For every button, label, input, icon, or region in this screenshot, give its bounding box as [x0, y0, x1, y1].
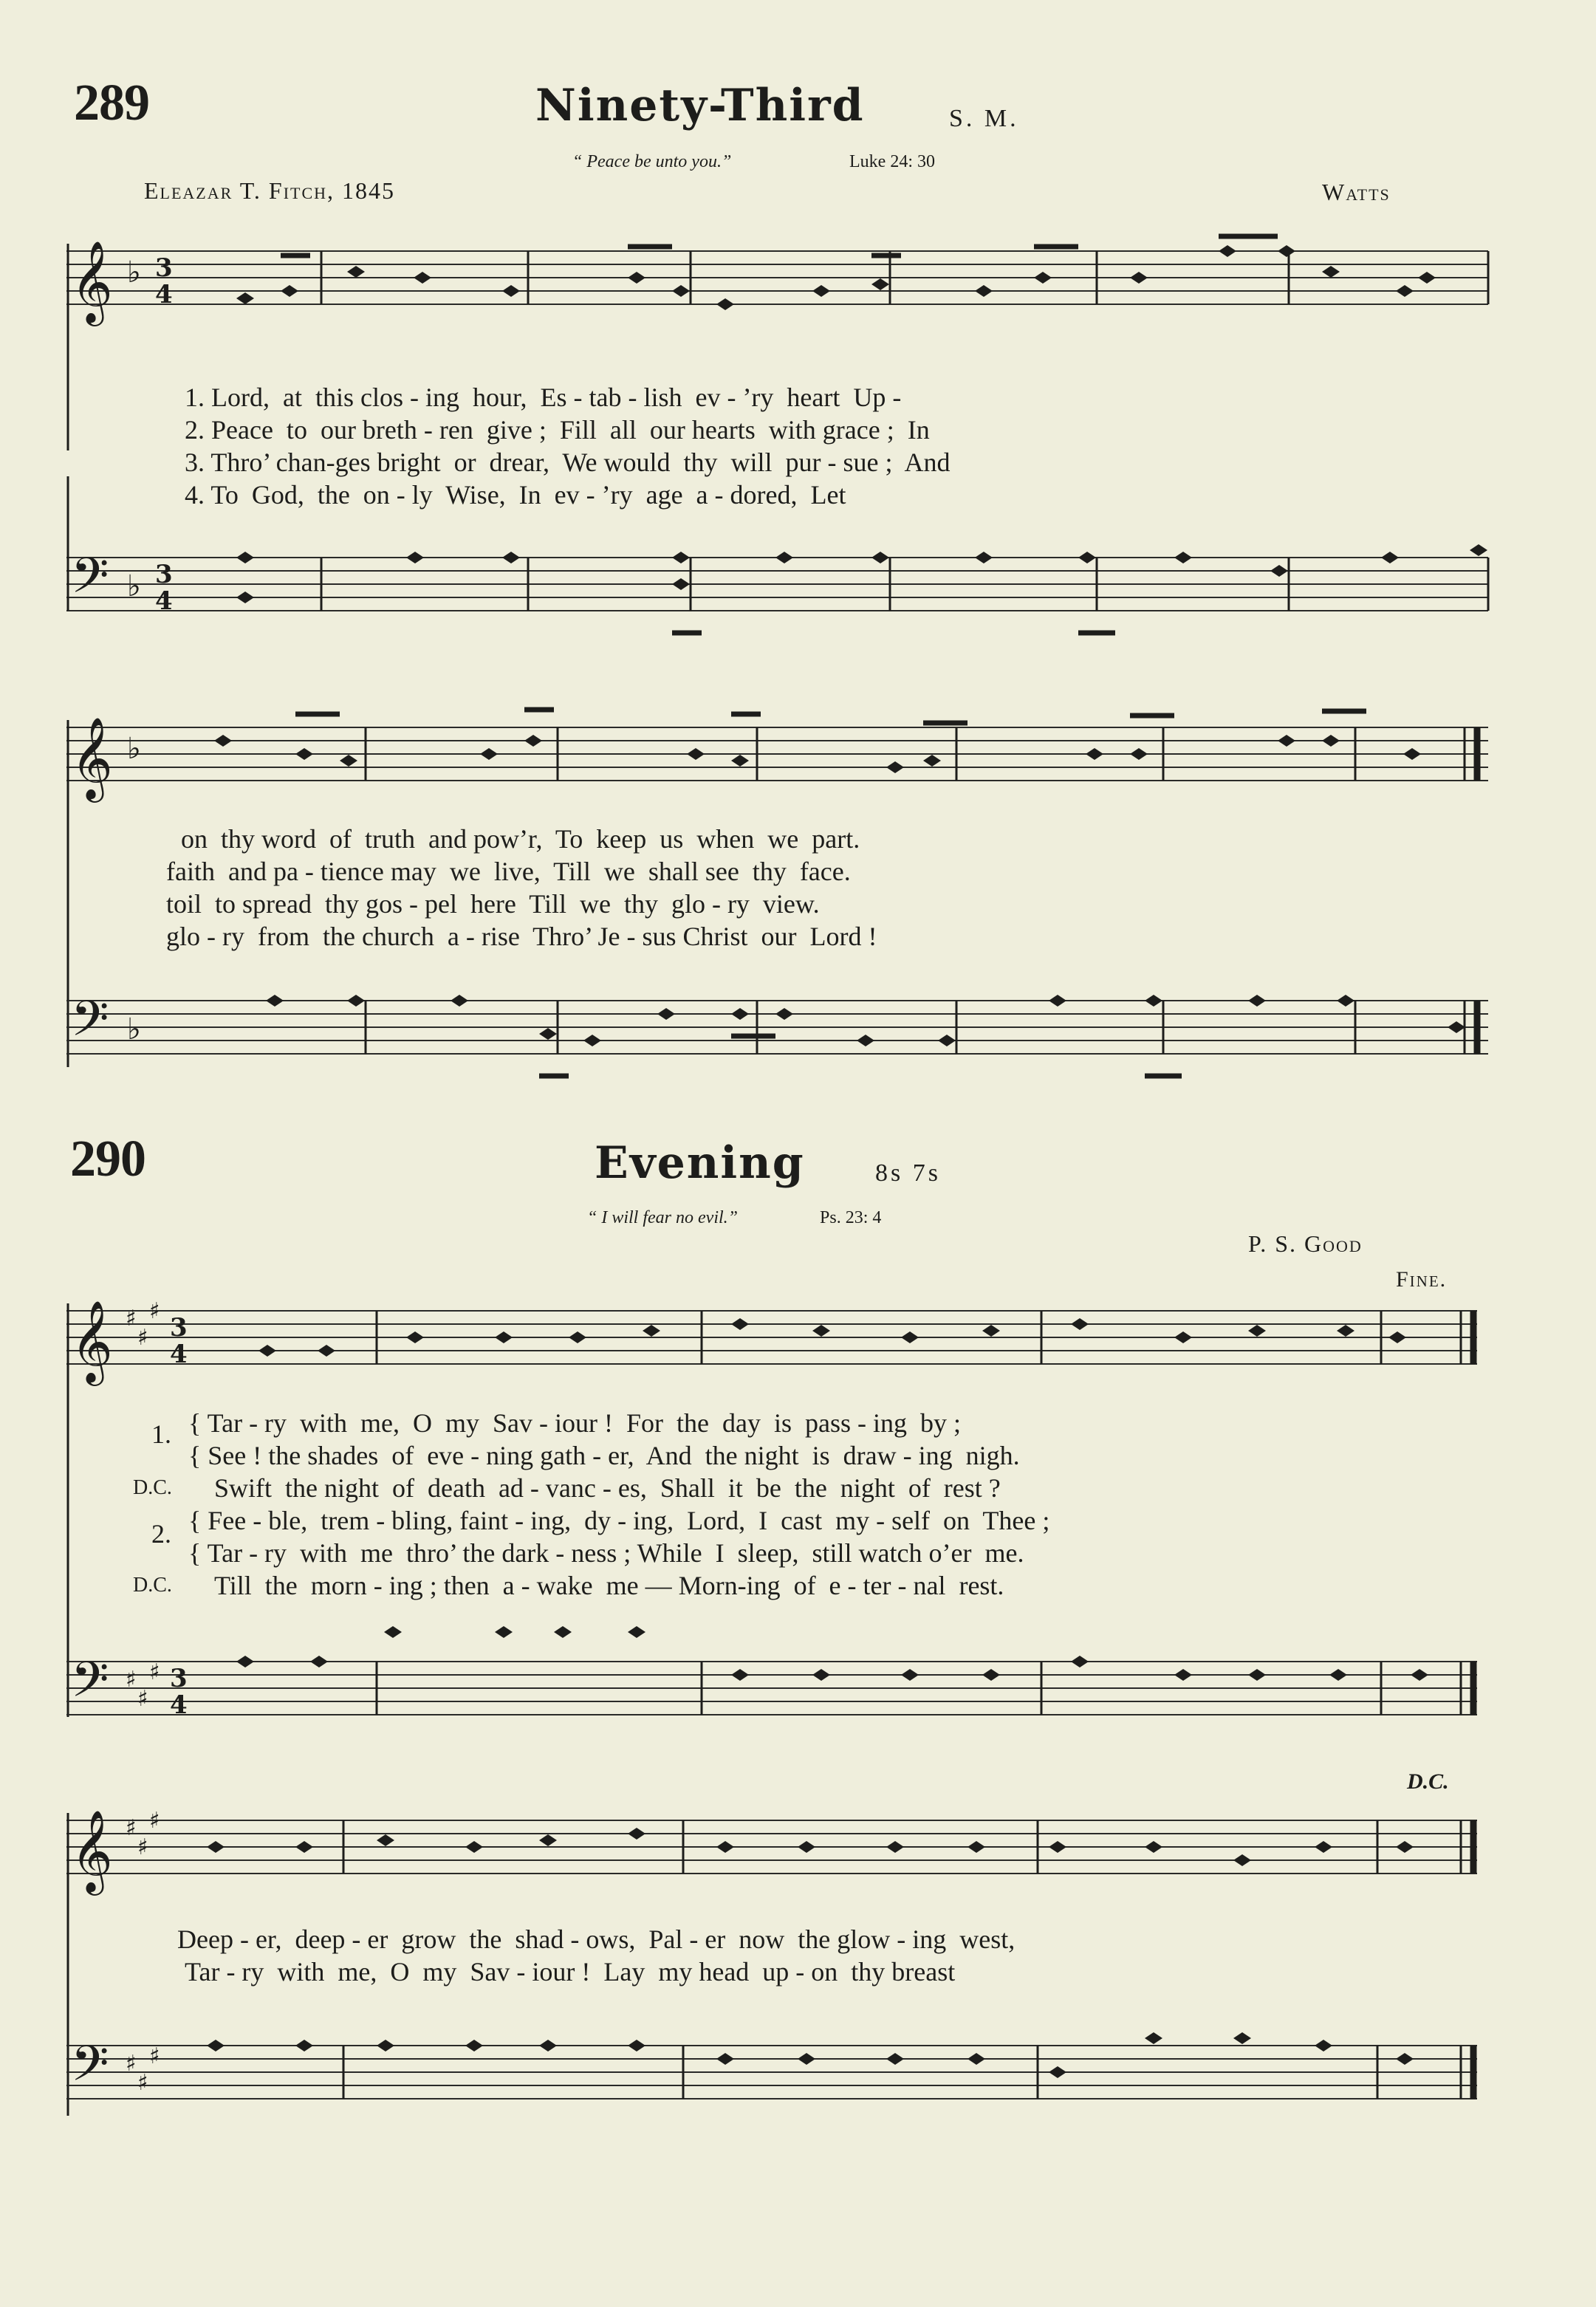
svg-text:♯: ♯ — [137, 1834, 148, 1860]
tune-name-290: Evening — [595, 1137, 805, 1189]
svg-text:3: 3 — [170, 1313, 188, 1343]
svg-text:♯: ♯ — [126, 1667, 137, 1693]
staff-bass-289-2 — [66, 990, 1492, 1074]
svg-text:♯: ♯ — [149, 1659, 160, 1685]
lyrics-290-1-line-1-label: 1. — [151, 1419, 171, 1449]
dc-marker: D.C. — [1407, 1769, 1449, 1794]
svg-text:4: 4 — [155, 586, 173, 616]
lyrics-290-1-line-3-label: D.C. — [133, 1476, 172, 1499]
lyrics-290-2-line-1: Deep - er, deep - er grow the shad - ows, Pal - er now the glow - ing west, — [177, 1924, 1016, 1954]
staff-treble-289-1 — [66, 240, 1492, 325]
staff-treble-290-1 — [66, 1298, 1492, 1385]
svg-text:♯: ♯ — [149, 1808, 160, 1834]
staff-bass-290-2 — [66, 2035, 1492, 2119]
svg-text:♯: ♯ — [137, 1325, 148, 1351]
svg-text:3: 3 — [155, 253, 173, 283]
svg-text:𝄢: 𝄢 — [71, 990, 109, 1059]
svg-text:♭: ♭ — [127, 569, 141, 603]
lyrics-289-1-verse-1: 1. Lord, at this clos - ing hour, Es - tab - lish ev - ’ry heart Up - — [185, 383, 902, 412]
scripture-ref-290: Ps. 23: 4 — [820, 1208, 882, 1227]
svg-text:𝄞: 𝄞 — [71, 1300, 113, 1382]
svg-text:♭: ♭ — [127, 255, 141, 289]
svg-text:3: 3 — [155, 560, 173, 589]
meter-290: 8s 7s — [875, 1159, 941, 1187]
lyrics-289-2-verse-1: on thy word of truth and pow’r, To keep us when we part. — [181, 824, 860, 854]
lyrics-290-1-line-1: { Tar - ry with me, O my Sav - iour ! For the day is pass - ing by ; — [188, 1408, 961, 1438]
svg-text:𝄢: 𝄢 — [71, 2035, 109, 2104]
svg-text:♭: ♭ — [127, 731, 141, 766]
author-credit-290: P. S. Good — [1248, 1230, 1363, 1257]
svg-text:𝄞: 𝄞 — [71, 1809, 113, 1892]
composer-credit-289: Eleazar T. Fitch, 1845 — [144, 177, 396, 204]
svg-text:♯: ♯ — [126, 1815, 137, 1841]
svg-text:𝄢: 𝄢 — [71, 1651, 109, 1720]
hymn-number-290: 290 — [70, 1131, 145, 1187]
svg-text:𝄢: 𝄢 — [71, 547, 109, 616]
svg-text:4: 4 — [155, 280, 173, 309]
staff-treble-290-2 — [66, 1808, 1492, 1894]
lyrics-289-1-verse-4: 4. To God, the on - ly Wise, In ev - ’ry age a - dored, Let — [185, 480, 846, 510]
svg-text:𝄞: 𝄞 — [71, 716, 113, 799]
scripture-quote-289: “ Peace be unto you.” — [572, 152, 732, 171]
svg-text:♭: ♭ — [127, 1012, 141, 1046]
lyrics-290-1-line-5: { Tar - ry with me thro’ the dark - ness ; While I sleep, still watch o’er me. — [188, 1538, 1024, 1568]
tune-name-289: Ninety-Third — [535, 80, 865, 131]
svg-text:♯: ♯ — [126, 1306, 137, 1331]
lyrics-290-1-line-6-label: D.C. — [133, 1574, 172, 1597]
lyrics-289-2-verse-4: glo - ry from the church a - rise Thro’ Je - sus Christ our Lord ! — [166, 922, 877, 951]
lyrics-290-2-line-2: Tar - ry with me, O my Sav - iour ! Lay my head up - on thy breast — [185, 1957, 956, 1987]
svg-text:♯: ♯ — [149, 1298, 160, 1324]
svg-text:♯: ♯ — [137, 2070, 148, 2096]
scripture-ref-289: Luke 24: 30 — [849, 152, 935, 171]
svg-text:4: 4 — [170, 1340, 188, 1369]
fine-marker: Fine. — [1396, 1267, 1448, 1292]
svg-text:♯: ♯ — [137, 1686, 148, 1712]
lyrics-290-1-line-2: { See ! the shades of eve - ning gath - er, And the night is draw - ing nigh. — [188, 1441, 1020, 1470]
lyrics-289-1-verse-3: 3. Thro’ chan-ges bright or drear, We would thy will pur - sue ; And — [185, 448, 951, 477]
staff-bass-290-1 — [66, 1651, 1492, 1735]
staff-treble-289-2 — [66, 716, 1492, 801]
svg-text:𝄞: 𝄞 — [71, 240, 113, 323]
author-credit-289: Watts — [1322, 179, 1391, 205]
hymn-number-289: 289 — [74, 75, 149, 131]
lyrics-290-1-line-4-label: 2. — [151, 1519, 171, 1549]
lyrics-289-1-verse-2: 2. Peace to our breth - ren give ; Fill all our hearts with grace ; In — [185, 415, 930, 445]
svg-text:4: 4 — [170, 1690, 188, 1720]
lyrics-289-2-verse-3: toil to spread thy gos - pel here Till we thy glo - ry view. — [166, 889, 820, 919]
lyrics-290-1-line-6: Till the morn - ing ; then a - wake me — Morn-ing of e - ter - nal rest. — [214, 1571, 1004, 1600]
svg-text:♯: ♯ — [126, 2051, 137, 2077]
meter-289: S. M. — [949, 105, 1019, 132]
lyrics-290-1-line-4: { Fee - ble, trem - bling, faint - ing, dy - ing, Lord, I cast my - self on Thee ; — [188, 1506, 1050, 1535]
scripture-quote-290: “ I will fear no evil.” — [587, 1208, 738, 1227]
staff-bass-289-1 — [66, 547, 1492, 631]
lyrics-290-1-line-3: Swift the night of death ad - vanc - es, Shall it be the night of rest ? — [214, 1473, 1001, 1503]
svg-text:♯: ♯ — [149, 2043, 160, 2069]
lyrics-289-2-verse-2: faith and pa - tience may we live, Till we shall see thy face. — [166, 857, 851, 886]
svg-text:3: 3 — [170, 1664, 188, 1693]
